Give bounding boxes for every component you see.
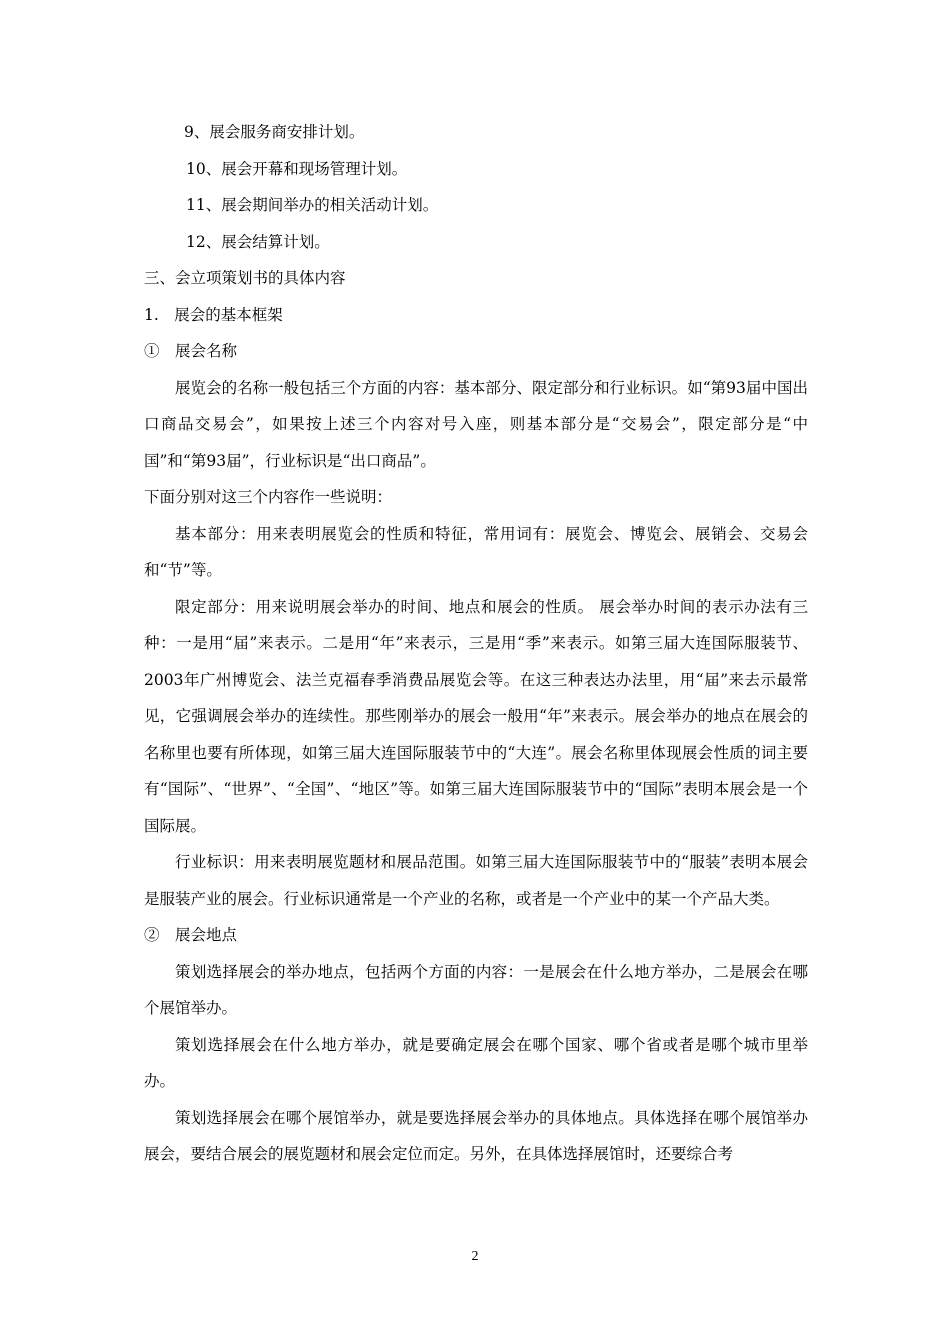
document-body bbox=[144, 114, 808, 1173]
item-heading-location: ② 展会地点 bbox=[144, 926, 238, 944]
item-heading-name: ① 展会名称 bbox=[144, 342, 238, 360]
paragraph-location-intro: 策划选择展会的举办地点，包括两个方面的内容：一是展会在什么地方举办，二是展会在哪个展馆举办。 bbox=[144, 962, 808, 1017]
subsection-heading: 1. 展会的基本框架 bbox=[144, 305, 283, 324]
paragraph-industry-mark: 行业标识：用来表明展览题材和展品范围。如第三届大连国际服装节中的“服装”表明本展会是服装产业的展会。行业标识通常是一个产业的名称，或者是一个产业中的某一个产品大类。 bbox=[144, 853, 808, 908]
paragraph-limit-part: 限定部分：用来说明展会举办的时间、地点和展会的性质。 展会举办时间的表示办法有三种：一是用“届”来表示。二是用“年”来表示，三是用“季”来表示。如第三届大连国际服装节、2003年广州博览会、法兰克福春季消费品展览会等。在这三种表达办法里，用“届”来去示最常见，它强调展会举办的连续性。那些刚举办的展会一般用“年”来表示。展会举办的地点在展会的名称里也要有所体现，如第三届大连国际服装节中的“大连”。展会名称里体现展会性质的词主要有“国际”、“世界”、“全国”、“地区”等。如第三届大连国际服装节中的“国际”表明本展会是一个国际展。 bbox=[144, 597, 808, 835]
section-heading: 三、会立项策划书的具体内容 bbox=[144, 269, 346, 287]
paragraph-location-venue: 策划选择展会在哪个展馆举办，就是要选择展会举办的具体地点。具体选择在哪个展馆举办展会，要结合展会的展览题材和展会定位而定。另外，在具体选择展馆时，还要综合考 bbox=[144, 1108, 808, 1163]
paragraph-basic-part: 基本部分：用来表明展览会的性质和特征，常用词有：展览会、博览会、展销会、交易会和“节”等。 bbox=[144, 524, 808, 579]
page-number: 2 bbox=[471, 1249, 479, 1264]
paragraph-name-intro: 展览会的名称一般包括三个方面的内容：基本部分、限定部分和行业标识。如“第93届中国出口商品交易会”，如果按上述三个内容对号入座，则基本部分是“交易会”，限定部分是“中国”和“第93届”，行业标识是“出口商品”。 bbox=[144, 378, 808, 470]
list-item-11: 11、展会期间举办的相关活动计划。 bbox=[186, 196, 439, 214]
list-item-9: 9、展会服务商安排计划。 bbox=[184, 123, 365, 141]
paragraph-name-explain: 下面分别对这三个内容作一些说明： bbox=[144, 488, 393, 506]
list-item-12: 12、展会结算计划。 bbox=[186, 232, 330, 251]
paragraph-location-place: 策划选择展会在什么地方举办，就是要确定展会在哪个国家、哪个省或者是哪个城市里举办。 bbox=[144, 1035, 808, 1090]
list-item-10: 10、展会开幕和现场管理计划。 bbox=[186, 159, 408, 178]
